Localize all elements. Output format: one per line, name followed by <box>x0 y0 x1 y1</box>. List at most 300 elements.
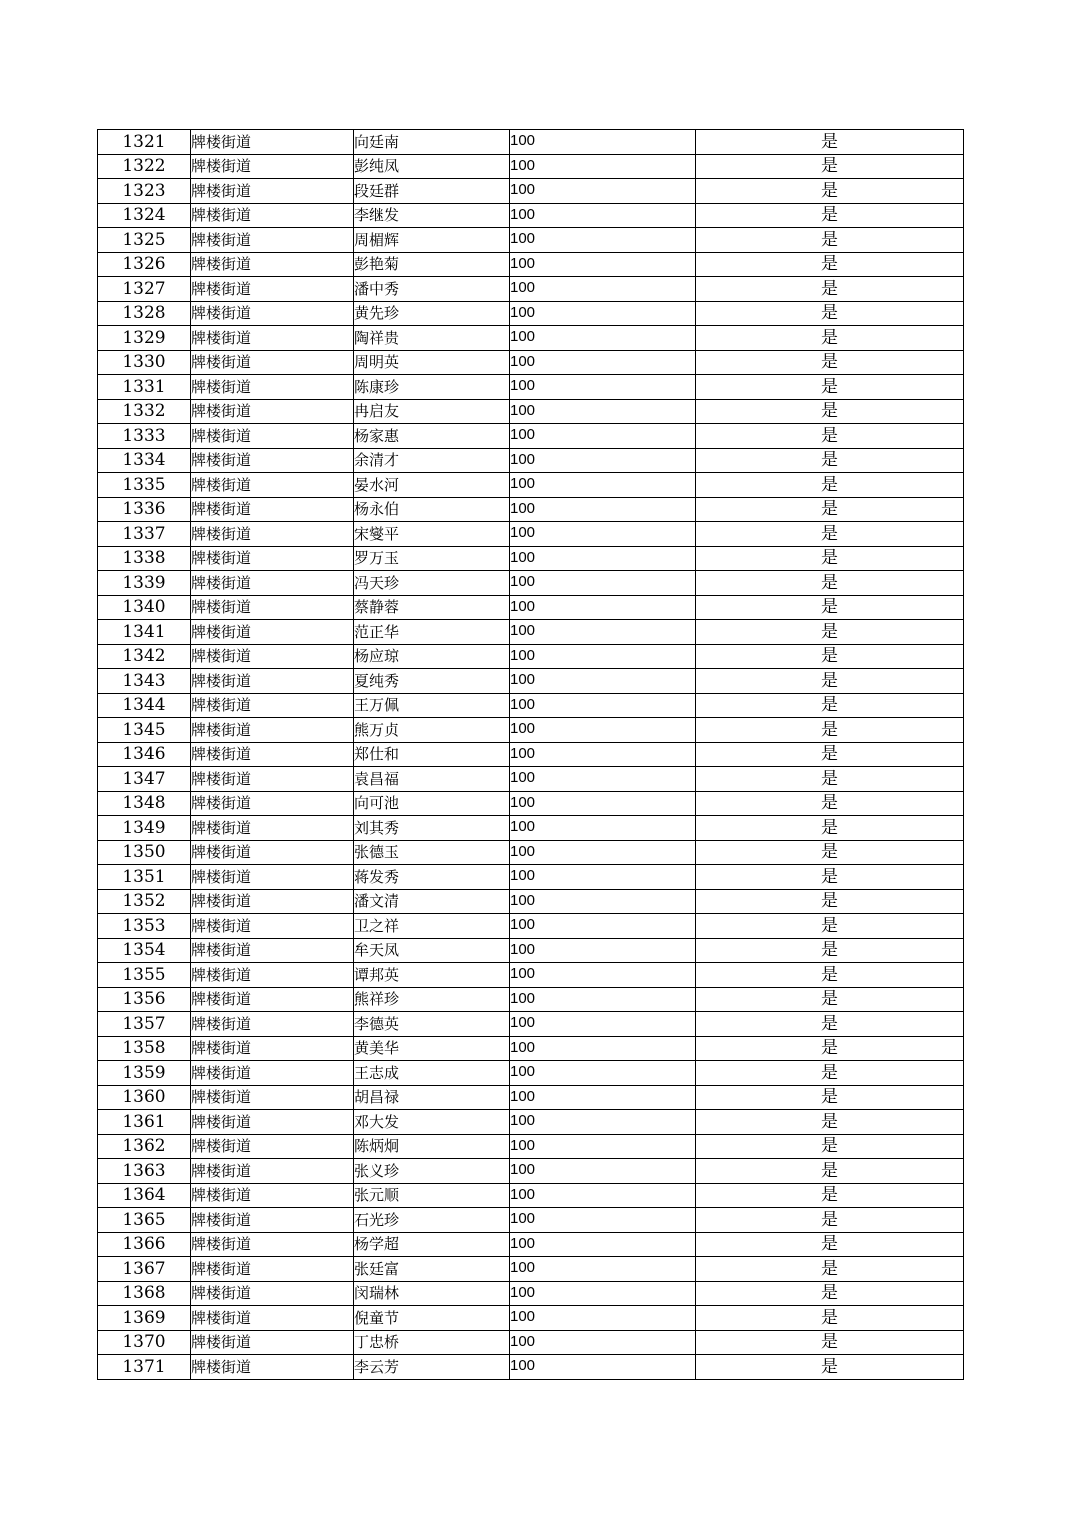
street-cell: 牌楼街道 <box>191 130 354 155</box>
table-row <box>98 179 964 204</box>
table-row <box>98 326 964 351</box>
street-cell: 牌楼街道 <box>191 767 354 792</box>
amount-cell: 100 <box>510 791 696 816</box>
name-cell: 潘中秀 <box>354 277 510 302</box>
amount-cell: 100 <box>510 644 696 669</box>
name-cell: 邓大发 <box>354 1110 510 1135</box>
row-number-cell: 1360 <box>98 1085 191 1110</box>
street-cell: 牌楼街道 <box>191 1306 354 1331</box>
table-row <box>98 497 964 522</box>
street-cell: 牌楼街道 <box>191 1134 354 1159</box>
row-number-cell: 1335 <box>98 473 191 498</box>
flag-cell: 是 <box>696 1183 964 1208</box>
street-cell: 牌楼街道 <box>191 865 354 890</box>
row-number-cell: 1331 <box>98 375 191 400</box>
table-row <box>98 448 964 473</box>
flag-cell: 是 <box>696 938 964 963</box>
row-number-cell: 1325 <box>98 228 191 253</box>
street-cell: 牌楼街道 <box>191 840 354 865</box>
name-cell: 袁昌福 <box>354 767 510 792</box>
name-cell: 杨永伯 <box>354 497 510 522</box>
street-cell: 牌楼街道 <box>191 1183 354 1208</box>
amount-cell: 100 <box>510 840 696 865</box>
row-number-cell: 1367 <box>98 1257 191 1282</box>
flag-cell: 是 <box>696 1281 964 1306</box>
amount-cell: 100 <box>510 154 696 179</box>
row-number-cell: 1342 <box>98 644 191 669</box>
name-cell: 张廷富 <box>354 1257 510 1282</box>
street-cell: 牌楼街道 <box>191 742 354 767</box>
street-cell: 牌楼街道 <box>191 448 354 473</box>
flag-cell: 是 <box>696 669 964 694</box>
name-cell: 王万佩 <box>354 693 510 718</box>
name-cell: 李德英 <box>354 1012 510 1037</box>
table-row <box>98 914 964 939</box>
name-cell: 杨应琼 <box>354 644 510 669</box>
amount-cell: 100 <box>510 742 696 767</box>
flag-cell: 是 <box>696 1355 964 1380</box>
name-cell: 罗万玉 <box>354 546 510 571</box>
row-number-cell: 1327 <box>98 277 191 302</box>
street-cell: 牌楼街道 <box>191 375 354 400</box>
table-row <box>98 399 964 424</box>
street-cell: 牌楼街道 <box>191 228 354 253</box>
street-cell: 牌楼街道 <box>191 1061 354 1086</box>
flag-cell: 是 <box>696 228 964 253</box>
street-cell: 牌楼街道 <box>191 424 354 449</box>
name-cell: 陶祥贵 <box>354 326 510 351</box>
table-row <box>98 791 964 816</box>
row-number-cell: 1362 <box>98 1134 191 1159</box>
table-row <box>98 571 964 596</box>
row-number-cell: 1326 <box>98 252 191 277</box>
amount-cell: 100 <box>510 693 696 718</box>
flag-cell: 是 <box>696 889 964 914</box>
flag-cell: 是 <box>696 154 964 179</box>
street-cell: 牌楼街道 <box>191 1159 354 1184</box>
name-cell: 杨家惠 <box>354 424 510 449</box>
amount-cell: 100 <box>510 546 696 571</box>
name-cell: 王志成 <box>354 1061 510 1086</box>
name-cell: 张义珍 <box>354 1159 510 1184</box>
flag-cell: 是 <box>696 203 964 228</box>
flag-cell: 是 <box>696 644 964 669</box>
flag-cell: 是 <box>696 791 964 816</box>
table-row <box>98 816 964 841</box>
name-cell: 潘文清 <box>354 889 510 914</box>
street-cell: 牌楼街道 <box>191 1257 354 1282</box>
row-number-cell: 1328 <box>98 301 191 326</box>
name-cell: 蔡静蓉 <box>354 595 510 620</box>
flag-cell: 是 <box>696 1061 964 1086</box>
amount-cell: 100 <box>510 399 696 424</box>
flag-cell: 是 <box>696 326 964 351</box>
table-row <box>98 693 964 718</box>
flag-cell: 是 <box>696 350 964 375</box>
flag-cell: 是 <box>696 179 964 204</box>
amount-cell: 100 <box>510 1306 696 1331</box>
table-row <box>98 767 964 792</box>
row-number-cell: 1356 <box>98 987 191 1012</box>
street-cell: 牌楼街道 <box>191 350 354 375</box>
row-number-cell: 1339 <box>98 571 191 596</box>
name-cell: 余清才 <box>354 448 510 473</box>
row-number-cell: 1368 <box>98 1281 191 1306</box>
table-row <box>98 865 964 890</box>
flag-cell: 是 <box>696 1306 964 1331</box>
amount-cell: 100 <box>510 987 696 1012</box>
table-row <box>98 620 964 645</box>
row-number-cell: 1347 <box>98 767 191 792</box>
name-cell: 胡昌禄 <box>354 1085 510 1110</box>
row-number-cell: 1351 <box>98 865 191 890</box>
table-row <box>98 595 964 620</box>
table-row <box>98 1281 964 1306</box>
table-row <box>98 987 964 1012</box>
row-number-cell: 1364 <box>98 1183 191 1208</box>
name-cell: 卫之祥 <box>354 914 510 939</box>
table-row <box>98 277 964 302</box>
table-body <box>98 130 964 1380</box>
flag-cell: 是 <box>696 1085 964 1110</box>
row-number-cell: 1345 <box>98 718 191 743</box>
name-cell: 向廷南 <box>354 130 510 155</box>
table-row <box>98 350 964 375</box>
flag-cell: 是 <box>696 914 964 939</box>
name-cell: 黄美华 <box>354 1036 510 1061</box>
amount-cell: 100 <box>510 179 696 204</box>
table-row <box>98 424 964 449</box>
street-cell: 牌楼街道 <box>191 914 354 939</box>
table-row <box>98 252 964 277</box>
street-cell: 牌楼街道 <box>191 1281 354 1306</box>
flag-cell: 是 <box>696 1110 964 1135</box>
flag-cell: 是 <box>696 620 964 645</box>
flag-cell: 是 <box>696 375 964 400</box>
amount-cell: 100 <box>510 1183 696 1208</box>
table-row <box>98 1134 964 1159</box>
row-number-cell: 1336 <box>98 497 191 522</box>
street-cell: 牌楼街道 <box>191 203 354 228</box>
name-cell: 倪童节 <box>354 1306 510 1331</box>
street-cell: 牌楼街道 <box>191 1110 354 1135</box>
flag-cell: 是 <box>696 522 964 547</box>
amount-cell: 100 <box>510 497 696 522</box>
table-row <box>98 1159 964 1184</box>
amount-cell: 100 <box>510 1159 696 1184</box>
street-cell: 牌楼街道 <box>191 399 354 424</box>
amount-cell: 100 <box>510 350 696 375</box>
row-number-cell: 1354 <box>98 938 191 963</box>
street-cell: 牌楼街道 <box>191 889 354 914</box>
amount-cell: 100 <box>510 816 696 841</box>
name-cell: 宋燮平 <box>354 522 510 547</box>
flag-cell: 是 <box>696 595 964 620</box>
row-number-cell: 1321 <box>98 130 191 155</box>
name-cell: 冉启友 <box>354 399 510 424</box>
table-row <box>98 522 964 547</box>
table-row <box>98 669 964 694</box>
name-cell: 刘其秀 <box>354 816 510 841</box>
amount-cell: 100 <box>510 522 696 547</box>
flag-cell: 是 <box>696 546 964 571</box>
street-cell: 牌楼街道 <box>191 718 354 743</box>
amount-cell: 100 <box>510 620 696 645</box>
street-cell: 牌楼街道 <box>191 1012 354 1037</box>
amount-cell: 100 <box>510 1257 696 1282</box>
name-cell: 谭邦英 <box>354 963 510 988</box>
flag-cell: 是 <box>696 1232 964 1257</box>
amount-cell: 100 <box>510 669 696 694</box>
street-cell: 牌楼街道 <box>191 546 354 571</box>
flag-cell: 是 <box>696 840 964 865</box>
row-number-cell: 1359 <box>98 1061 191 1086</box>
row-number-cell: 1349 <box>98 816 191 841</box>
table-row <box>98 1183 964 1208</box>
flag-cell: 是 <box>696 1036 964 1061</box>
amount-cell: 100 <box>510 865 696 890</box>
street-cell: 牌楼街道 <box>191 1036 354 1061</box>
table-row <box>98 644 964 669</box>
street-cell: 牌楼街道 <box>191 816 354 841</box>
row-number-cell: 1333 <box>98 424 191 449</box>
row-number-cell: 1334 <box>98 448 191 473</box>
street-cell: 牌楼街道 <box>191 963 354 988</box>
street-cell: 牌楼街道 <box>191 595 354 620</box>
name-cell: 彭艳菊 <box>354 252 510 277</box>
street-cell: 牌楼街道 <box>191 1085 354 1110</box>
table-row <box>98 203 964 228</box>
flag-cell: 是 <box>696 718 964 743</box>
table-row <box>98 1330 964 1355</box>
name-cell: 李继发 <box>354 203 510 228</box>
amount-cell: 100 <box>510 1355 696 1380</box>
amount-cell: 100 <box>510 1232 696 1257</box>
street-cell: 牌楼街道 <box>191 277 354 302</box>
row-number-cell: 1322 <box>98 154 191 179</box>
name-cell: 熊万贞 <box>354 718 510 743</box>
street-cell: 牌楼街道 <box>191 791 354 816</box>
flag-cell: 是 <box>696 816 964 841</box>
street-cell: 牌楼街道 <box>191 497 354 522</box>
flag-cell: 是 <box>696 693 964 718</box>
name-cell: 张元顺 <box>354 1183 510 1208</box>
flag-cell: 是 <box>696 1208 964 1233</box>
name-cell: 周明英 <box>354 350 510 375</box>
row-number-cell: 1358 <box>98 1036 191 1061</box>
flag-cell: 是 <box>696 1134 964 1159</box>
flag-cell: 是 <box>696 742 964 767</box>
table-row <box>98 742 964 767</box>
table-row <box>98 1355 964 1380</box>
amount-cell: 100 <box>510 889 696 914</box>
amount-cell: 100 <box>510 1036 696 1061</box>
name-cell: 夏纯秀 <box>354 669 510 694</box>
row-number-cell: 1343 <box>98 669 191 694</box>
row-number-cell: 1323 <box>98 179 191 204</box>
row-number-cell: 1353 <box>98 914 191 939</box>
table-row <box>98 718 964 743</box>
amount-cell: 100 <box>510 277 696 302</box>
flag-cell: 是 <box>696 130 964 155</box>
name-cell: 晏水河 <box>354 473 510 498</box>
amount-cell: 100 <box>510 1281 696 1306</box>
amount-cell: 100 <box>510 1134 696 1159</box>
name-cell: 陈炳炯 <box>354 1134 510 1159</box>
street-cell: 牌楼街道 <box>191 473 354 498</box>
table-row <box>98 1232 964 1257</box>
amount-cell: 100 <box>510 595 696 620</box>
table-row <box>98 963 964 988</box>
row-number-cell: 1340 <box>98 595 191 620</box>
street-cell: 牌楼街道 <box>191 693 354 718</box>
flag-cell: 是 <box>696 963 964 988</box>
row-number-cell: 1332 <box>98 399 191 424</box>
flag-cell: 是 <box>696 1159 964 1184</box>
amount-cell: 100 <box>510 571 696 596</box>
street-cell: 牌楼街道 <box>191 522 354 547</box>
amount-cell: 100 <box>510 718 696 743</box>
flag-cell: 是 <box>696 571 964 596</box>
street-cell: 牌楼街道 <box>191 938 354 963</box>
name-cell: 杨学超 <box>354 1232 510 1257</box>
flag-cell: 是 <box>696 424 964 449</box>
row-number-cell: 1357 <box>98 1012 191 1037</box>
name-cell: 熊祥珍 <box>354 987 510 1012</box>
amount-cell: 100 <box>510 938 696 963</box>
amount-cell: 100 <box>510 203 696 228</box>
flag-cell: 是 <box>696 767 964 792</box>
row-number-cell: 1329 <box>98 326 191 351</box>
table-row <box>98 301 964 326</box>
street-cell: 牌楼街道 <box>191 1232 354 1257</box>
flag-cell: 是 <box>696 1330 964 1355</box>
amount-cell: 100 <box>510 130 696 155</box>
data-table <box>97 129 964 1380</box>
amount-cell: 100 <box>510 1330 696 1355</box>
table-row <box>98 938 964 963</box>
table-row <box>98 154 964 179</box>
amount-cell: 100 <box>510 1061 696 1086</box>
row-number-cell: 1338 <box>98 546 191 571</box>
row-number-cell: 1352 <box>98 889 191 914</box>
table-row <box>98 1110 964 1135</box>
amount-cell: 100 <box>510 1012 696 1037</box>
name-cell: 丁忠桥 <box>354 1330 510 1355</box>
row-number-cell: 1370 <box>98 1330 191 1355</box>
street-cell: 牌楼街道 <box>191 326 354 351</box>
table-row <box>98 1061 964 1086</box>
amount-cell: 100 <box>510 375 696 400</box>
name-cell: 彭纯凤 <box>354 154 510 179</box>
row-number-cell: 1344 <box>98 693 191 718</box>
flag-cell: 是 <box>696 1257 964 1282</box>
name-cell: 张德玉 <box>354 840 510 865</box>
flag-cell: 是 <box>696 473 964 498</box>
amount-cell: 100 <box>510 1208 696 1233</box>
street-cell: 牌楼街道 <box>191 620 354 645</box>
street-cell: 牌楼街道 <box>191 154 354 179</box>
table-row <box>98 1085 964 1110</box>
street-cell: 牌楼街道 <box>191 1330 354 1355</box>
street-cell: 牌楼街道 <box>191 1355 354 1380</box>
table-row <box>98 228 964 253</box>
name-cell: 闵瑞林 <box>354 1281 510 1306</box>
row-number-cell: 1330 <box>98 350 191 375</box>
amount-cell: 100 <box>510 1085 696 1110</box>
amount-cell: 100 <box>510 301 696 326</box>
name-cell: 冯天珍 <box>354 571 510 596</box>
flag-cell: 是 <box>696 252 964 277</box>
street-cell: 牌楼街道 <box>191 669 354 694</box>
name-cell: 蒋发秀 <box>354 865 510 890</box>
row-number-cell: 1324 <box>98 203 191 228</box>
flag-cell: 是 <box>696 399 964 424</box>
name-cell: 陈康珍 <box>354 375 510 400</box>
name-cell: 周楣辉 <box>354 228 510 253</box>
amount-cell: 100 <box>510 767 696 792</box>
name-cell: 范正华 <box>354 620 510 645</box>
amount-cell: 100 <box>510 963 696 988</box>
amount-cell: 100 <box>510 424 696 449</box>
street-cell: 牌楼街道 <box>191 571 354 596</box>
row-number-cell: 1363 <box>98 1159 191 1184</box>
flag-cell: 是 <box>696 301 964 326</box>
row-number-cell: 1348 <box>98 791 191 816</box>
flag-cell: 是 <box>696 1012 964 1037</box>
street-cell: 牌楼街道 <box>191 252 354 277</box>
row-number-cell: 1361 <box>98 1110 191 1135</box>
street-cell: 牌楼街道 <box>191 644 354 669</box>
row-number-cell: 1369 <box>98 1306 191 1331</box>
table-row <box>98 546 964 571</box>
name-cell: 郑仕和 <box>354 742 510 767</box>
street-cell: 牌楼街道 <box>191 987 354 1012</box>
name-cell: 段廷群 <box>354 179 510 204</box>
name-cell: 黄先珍 <box>354 301 510 326</box>
table-row <box>98 375 964 400</box>
table-row <box>98 130 964 155</box>
street-cell: 牌楼街道 <box>191 1208 354 1233</box>
row-number-cell: 1337 <box>98 522 191 547</box>
amount-cell: 100 <box>510 252 696 277</box>
street-cell: 牌楼街道 <box>191 301 354 326</box>
street-cell: 牌楼街道 <box>191 179 354 204</box>
table-row <box>98 889 964 914</box>
name-cell: 李云芳 <box>354 1355 510 1380</box>
row-number-cell: 1346 <box>98 742 191 767</box>
row-number-cell: 1371 <box>98 1355 191 1380</box>
row-number-cell: 1341 <box>98 620 191 645</box>
table-row <box>98 840 964 865</box>
flag-cell: 是 <box>696 277 964 302</box>
flag-cell: 是 <box>696 448 964 473</box>
row-number-cell: 1365 <box>98 1208 191 1233</box>
table-row <box>98 1208 964 1233</box>
flag-cell: 是 <box>696 987 964 1012</box>
name-cell: 向可池 <box>354 791 510 816</box>
flag-cell: 是 <box>696 497 964 522</box>
table-row <box>98 1036 964 1061</box>
amount-cell: 100 <box>510 228 696 253</box>
row-number-cell: 1355 <box>98 963 191 988</box>
amount-cell: 100 <box>510 473 696 498</box>
amount-cell: 100 <box>510 914 696 939</box>
name-cell: 牟天凤 <box>354 938 510 963</box>
amount-cell: 100 <box>510 326 696 351</box>
table-row <box>98 1257 964 1282</box>
row-number-cell: 1350 <box>98 840 191 865</box>
